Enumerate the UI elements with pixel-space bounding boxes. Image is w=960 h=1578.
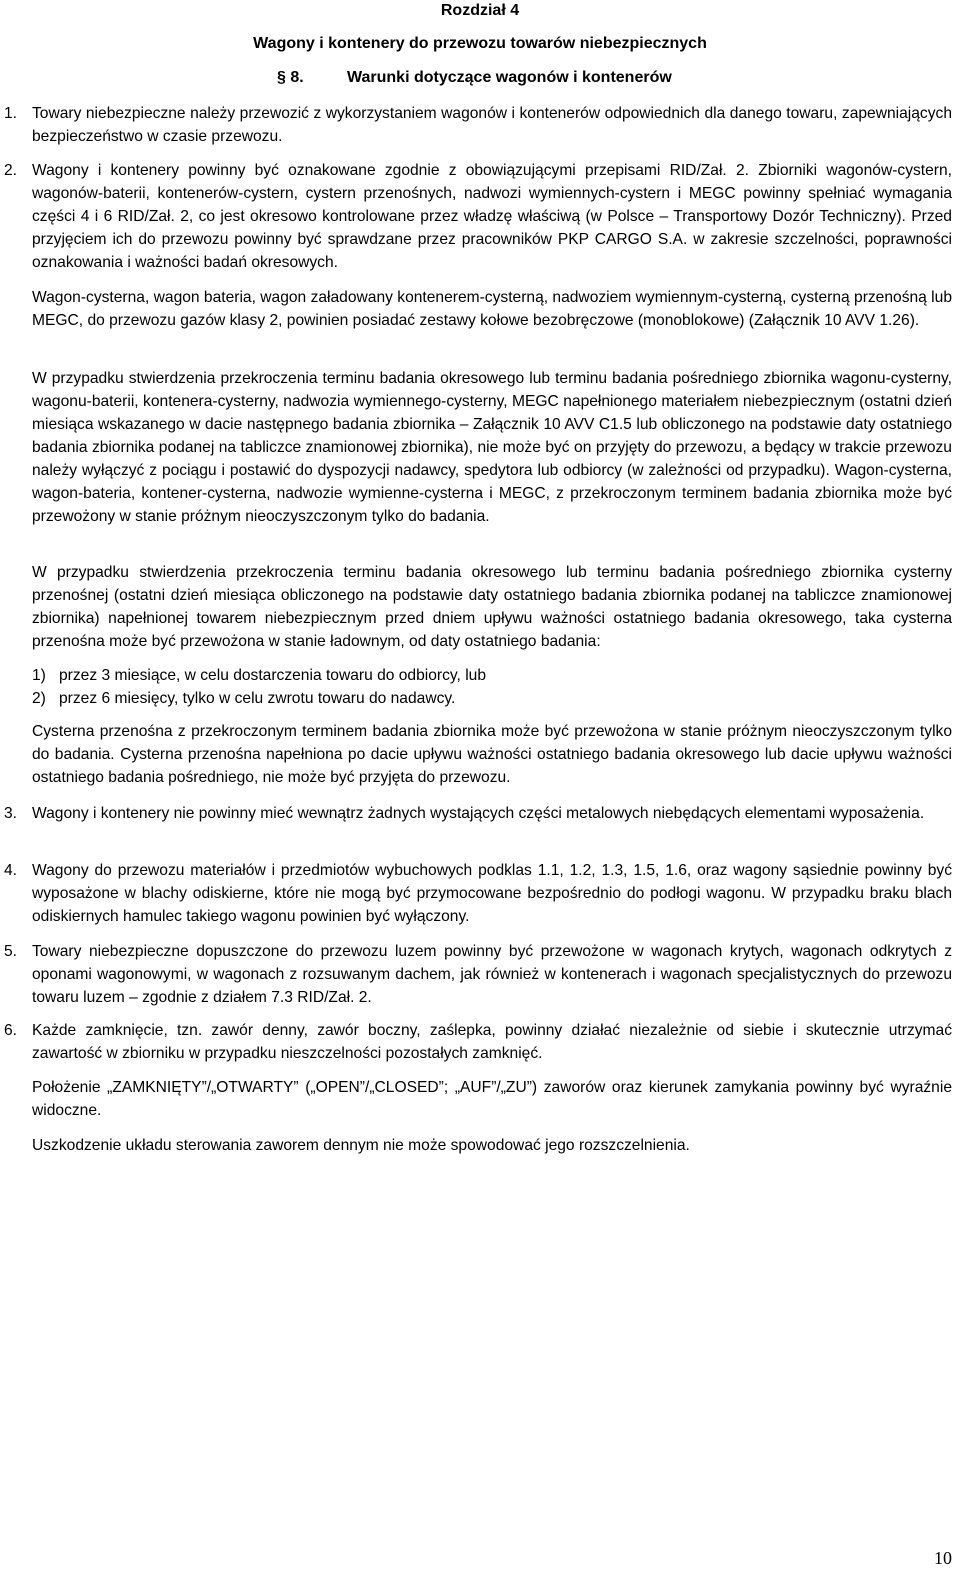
paragraph-cysterna: Cysterna przenośna z przekroczonym terminem badania zbiornika może być przewożona w stanie próżnym nieoczyszczonym tylko do badania. Cysterna przenośna napełniona po dacie upływu ważności ostatniego badania okresowego lub dacie upływu ważności ostatniego badania pośredniego, nie może być przyjęta do przewozu. — [32, 723, 952, 786]
section-number: § 8. — [277, 69, 304, 86]
item-number: 6. — [4, 1022, 18, 1039]
section-heading — [277, 67, 672, 89]
paragraph-polozenie: Położenie „ZAMKNIĘTY”/„OTWARTY” („OPEN”/„CLOSED”; „AUF”/„ZU”) zaworów oraz kierunek zamykania powinny być wyraźnie widoczne. — [32, 1079, 952, 1119]
item-1 — [4, 102, 952, 148]
sub-item-number: 1) — [32, 667, 46, 684]
sub-item-1 — [32, 664, 486, 687]
item-number: 4. — [4, 862, 18, 879]
item-number: 2. — [4, 162, 18, 179]
item-2 — [4, 159, 952, 274]
item-text: Wagony i kontenery powinny być oznakowane zgodnie z obowiązującymi przepisami RID/Zał. 2. Zbiorniki wagonów-cystern, wagonów-baterii, kontenerów-cystern, cystern przenośnych, nadwozi wymiennych-cystern i MEGC powinny spełniać wymagania części 4 i 6 RID/Zał. 2, co jest okresowo kontrolowane przez władzę właściwą (w Polsce – Transportowy Dozór Techniczny). Przed przyjęciem ich do przewozu powinny być sprawdzane przez pracowników PKP CARGO S.A. w zakresie szczelności, poprawności oznakowania i ważności badań okresowych. — [32, 162, 952, 271]
section-title: Warunki dotyczące wagonów i kontenerów — [347, 69, 672, 86]
paragraph-wagon-cysterna: Wagon-cysterna, wagon bateria, wagon załadowany kontenerem-cysterną, nadwoziem wymiennym-cysterną, cysterną przenośną lub MEGC, do przewozu gazów klasy 2, powinien posiadać zestawy kołowe bezobręczowe (monoblokowe) (Załącznik 10 AVV 1.26). — [32, 289, 952, 329]
item-number: 3. — [4, 805, 18, 822]
sub-item-text: przez 3 miesiące, w celu dostarczenia towaru do odbiorcy, lub — [59, 667, 487, 684]
item-number: 5. — [4, 943, 18, 960]
item-3 — [4, 802, 952, 825]
chapter-subtitle: Wagony i kontenery do przewozu towarów niebezpiecznych — [253, 35, 707, 52]
item-6 — [4, 1019, 952, 1065]
item-5 — [4, 940, 952, 1009]
sub-item-2 — [32, 687, 455, 710]
sub-item-number: 2) — [32, 690, 46, 707]
item-text: Każde zamknięcie, tzn. zawór denny, zawór boczny, zaślepka, powinny działać niezależnie od siebie i skutecznie utrzymać zawartość w zbiorniku w przypadku nieszczelności pozostałych zamknięć. — [32, 1022, 952, 1062]
item-text: Towary niebezpieczne dopuszczone do przewozu luzem powinny być przewożone w wagonach krytych, wagonach odkrytych z oponami wagonowymi, w wagonach z rozsuwanym dachem, jak również w kontenerach i wagonach specjalistycznych do przewozu towaru luzem – zgodnie z działem 7.3 RID/Zał. 2. — [32, 943, 952, 1006]
paragraph-przekroczenie-2: W przypadku stwierdzenia przekroczenia terminu badania okresowego lub terminu badania pośredniego zbiornika cysterny przenośnej (ostatni dzień miesiąca obliczonego na podstawie daty ostatniego badania zbiornika podanej na tabliczce znamionowej zbiornika) napełnionej towarem niebezpiecznym przed dniem upływu ważności ostatniego badania okresowego, taka cysterna przenośna może być przewożona w stanie ładownym, od daty ostatniego badania: — [32, 564, 952, 650]
paragraph-uszkodzenie: Uszkodzenie układu sterowania zaworem dennym nie może spowodować jego rozszczelnienia. — [32, 1137, 690, 1154]
sub-item-text: przez 6 miesięcy, tylko w celu zwrotu towaru do nadawcy. — [59, 690, 456, 707]
item-text: Towary niebezpieczne należy przewozić z wykorzystaniem wagonów i kontenerów odpowiednich dla danego towaru, zapewniających bezpieczeństwo w czasie przewozu. — [32, 105, 952, 145]
item-4 — [4, 859, 952, 928]
item-number: 1. — [4, 105, 18, 122]
paragraph-przekroczenie-1: W przypadku stwierdzenia przekroczenia terminu badania okresowego lub terminu badania pośredniego zbiornika wagonu-cysterny, wagonu-baterii, kontenera-cysterny, nadwozia wymiennego-cysterny, MEGC napełnionego materiałem niebezpiecznym (ostatni dzień miesiąca wskazanego w dacie następnego badania zbiornika – Załącznik 10 AVV C1.5 lub obliczonego na podstawie daty ostatniego badania zbiornika podanej na tabliczce znamionowej zbiornika), nie może być on przyjęty do przewozu, a będący w trakcie przewozu należy wyłączyć z pociągu i postawić do dyspozycji nadawcy, spedytora lub odbiorcy (w zależności od przypadku). Wagon-cysterna, wagon-bateria, kontener-cysterna, nadwozie wymienne-cysterna i MEGC, z przekroczonym terminem badania zbiornika może być przewożony w stanie próżnym nieoczyszczonym tylko do badania. — [32, 370, 952, 525]
item-text: Wagony do przewozu materiałów i przedmiotów wybuchowych podklas 1.1, 1.2, 1.3, 1.5, 1.6, oraz wagony sąsiednie powinny być wyposażone w blachy odiskierne, które nie mogą być przymocowane bezpośrednio do podłogi wagonu. W przypadku braku blach odiskiernych hamulec takiego wagonu powinien być wyłączony. — [32, 862, 952, 925]
chapter-heading: Rozdział 4 — [440, 2, 520, 19]
page-number: 10 — [934, 1548, 952, 1568]
item-text: Wagony i kontenery nie powinny mieć wewnątrz żadnych wystających części metalowych niebędących elementami wyposażenia. — [32, 805, 925, 822]
